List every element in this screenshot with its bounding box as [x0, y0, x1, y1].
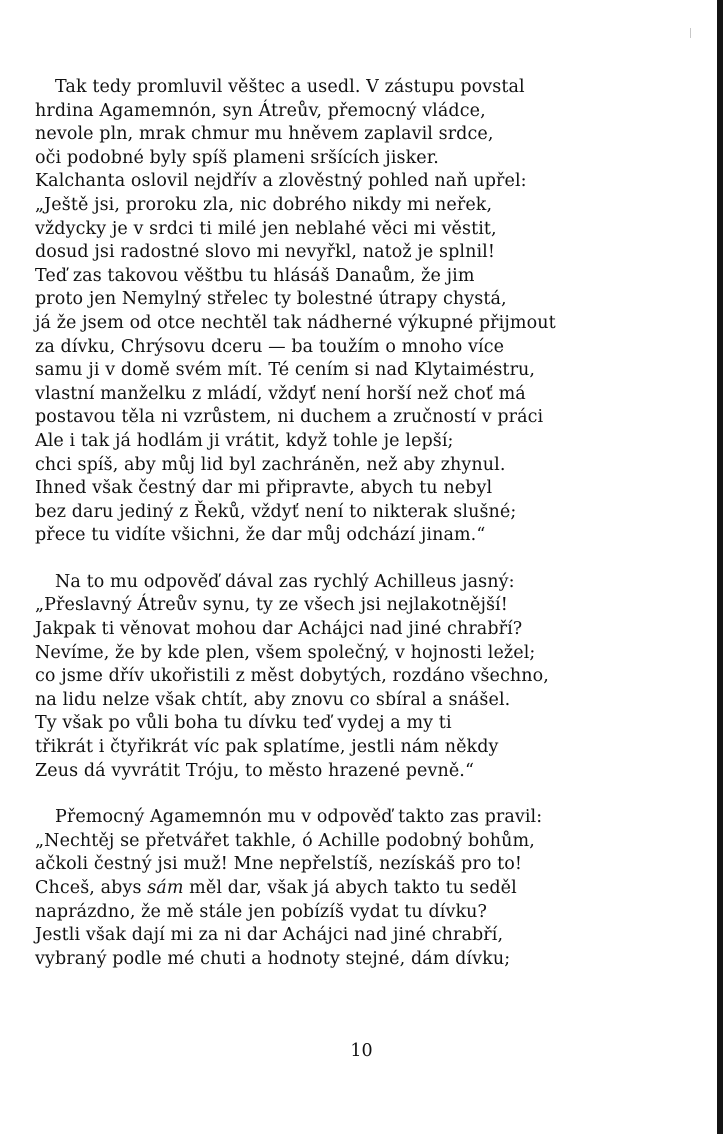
verse-line: přece tu vidíte všichni, že dar můj odchází jinam.“ — [35, 525, 486, 546]
verse-line: Jakpak ti věnovat mohou dar Achájci nad jiné chrabří? — [35, 619, 523, 640]
verse-line: já že jsem od otce nechtěl tak nádherné výkupné přijmout — [35, 312, 556, 333]
verse-line: Tak tedy promluvil věštec a usedl. V zástupu povstal — [55, 77, 525, 97]
verse-line: „Přeslavný Átreův synu, ty ze všech jsi nejlakotnější! — [35, 595, 508, 616]
verse-line: samu ji v domě svém mít. Té cením si nad Klytaiméstru, — [35, 360, 536, 381]
verse-line: ačkoli čestný jsi muž! Mne nepřelstíš, nezískáš pro to! — [35, 854, 523, 875]
verse-line: naprázdno, že mě stále jen pobízíš vydat tu dívku? — [35, 901, 488, 922]
verse-line: Ty však po vůli boha tu dívku teď vydej a my ti — [35, 713, 452, 734]
verse-line: za dívku, Chrýsovu dceru — ba toužím o mnoho více — [35, 336, 505, 357]
verse-line: Přemocný Agamemnón mu v odpověď takto zas pravil: — [55, 807, 543, 828]
verse-line: vždycky je v srdci ti milé jen neblahé věci mi věstit, — [35, 218, 497, 239]
verse-text: Chceš, abys — [35, 878, 148, 898]
verse-line: „Nechtěj se přetvářet takhle, ó Achille podobný bohům, — [35, 830, 535, 851]
verse-line: Jestli však dají mi za ni dar Achájci nad jiné chrabří, — [35, 925, 504, 946]
verse-line: „Ještě jsi, proroku zla, nic dobrého nikdy mi neřek, — [35, 194, 493, 215]
poem-text — [35, 76, 675, 971]
scan-mark — [690, 28, 691, 38]
verse-line: třikrát i čtyřikrát víc pak splatíme, jestli nám někdy — [35, 737, 499, 758]
verse-line: co jsme dřív ukořistili z měst dobytých, rozdáno všechno, — [35, 666, 549, 687]
verse-line: Teď zas takovou věštbu tu hlásáš Danaům, že jim — [35, 265, 475, 286]
verse-line: Kalchanta oslovil nejdřív a zlověstný pohled naň upřel: — [35, 171, 527, 192]
stanza-3 — [35, 806, 675, 971]
page-number: 10 — [350, 1041, 373, 1061]
emphasized-word: sám — [147, 878, 184, 898]
verse-line: Ihned však čestný dar mi připravte, abych tu nebyl — [35, 478, 493, 499]
verse-line: na lidu nelze však chtít, aby znovu co sbíral a snášel. — [35, 689, 511, 710]
verse-line: dosud jsi radostné slovo mi nevyřkl, natož je splnil! — [35, 242, 495, 263]
page-edge-shadow — [717, 0, 723, 1134]
verse-line: Zeus dá vyvrátit Tróju, to město hrazené pevně.“ — [35, 760, 475, 781]
verse-line: vybraný podle mé chuti a hodnoty stejné, dám dívku; — [35, 948, 511, 969]
verse-line: proto jen Nemylný střelec ty bolestné útrapy chystá, — [35, 289, 507, 310]
verse-line: Na to mu odpověď dával zas rychlý Achilleus jasný: — [55, 571, 515, 592]
verse-line: hrdina Agamemnón, syn Átreův, přemocný vládce, — [35, 100, 486, 121]
verse-line: bez daru jediný z Řeků, vždyť není to nikterak slušné; — [35, 501, 517, 522]
verse-line: Ale i tak já hodlám ji vrátit, když tohle je lepší; — [35, 430, 454, 451]
stanza-1 — [35, 76, 675, 548]
verse-line: oči podobné byly spíš plameni sršících jisker. — [35, 147, 439, 168]
verse-line-with-emphasis — [35, 877, 675, 901]
verse-line: postavou těla ni vzrůstem, ni duchem a zručností v práci — [35, 407, 544, 428]
verse-text: měl dar, však já abych takto tu seděl — [183, 878, 517, 898]
verse-line: vlastní manželku z mládí, vždyť není horší než choť má — [35, 383, 526, 404]
verse-line: Nevíme, že by kde plen, všem společný, v hojnosti ležel; — [35, 642, 536, 663]
stanza-2 — [35, 571, 675, 783]
verse-line: chci spíš, aby můj lid byl zachráněn, než aby zhynul. — [35, 454, 506, 475]
verse-line: nevole pln, mrak chmur mu hněvem zaplavil srdce, — [35, 124, 494, 145]
